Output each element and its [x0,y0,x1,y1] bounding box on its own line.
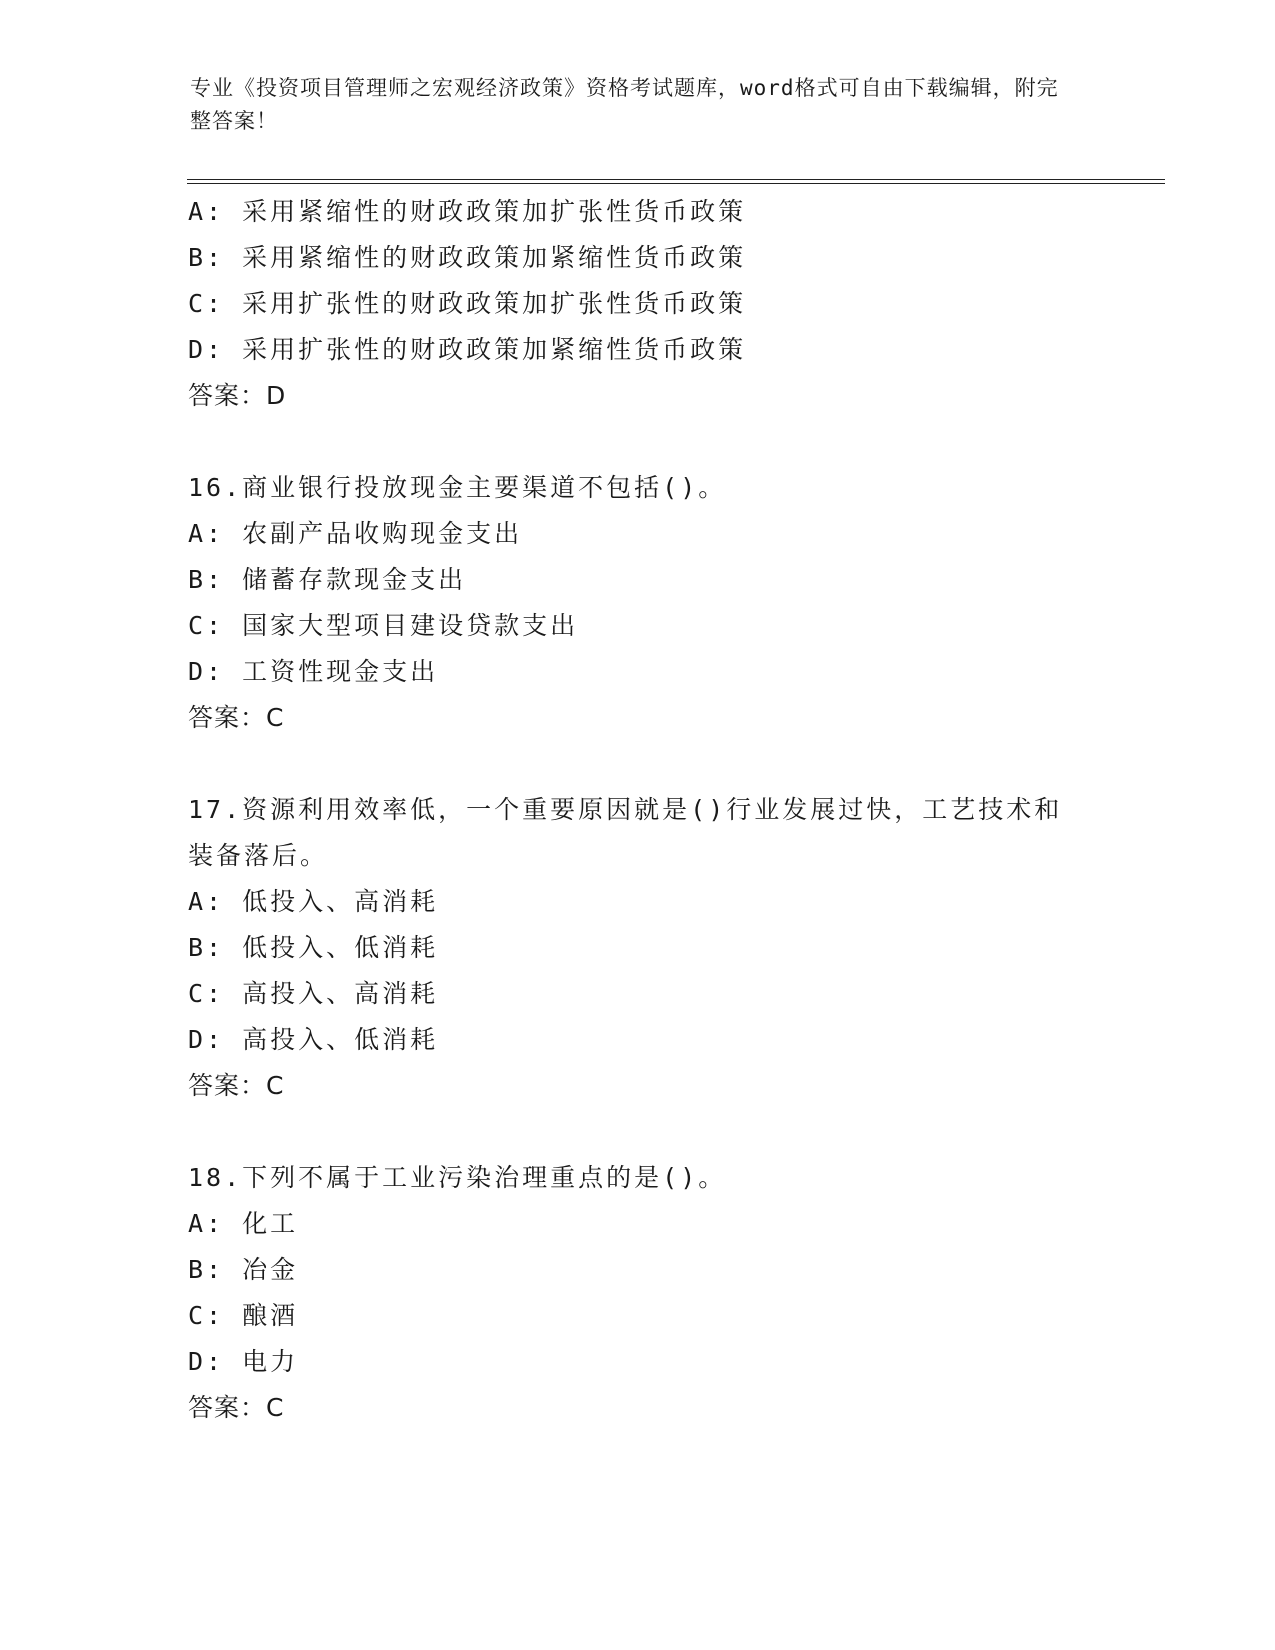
option-d: D: 工资性现金支出 [188,657,439,686]
question-18 [188,1155,1108,1431]
answer: 答案：C [188,1071,285,1100]
spacer [188,741,1108,787]
question-title: 16.商业银行投放现金主要渠道不包括()。 [188,473,727,502]
option-c: C: 采用扩张性的财政政策加扩张性货币政策 [188,289,747,318]
option-a: A: 低投入、高消耗 [188,887,439,916]
header-rule-top [187,179,1165,180]
option-a: A: 化工 [188,1209,299,1238]
option-b: B: 低投入、低消耗 [188,933,439,962]
option-d: D: 电力 [188,1347,299,1376]
option-b: B: 储蓄存款现金支出 [188,565,467,594]
option-a: A: 农副产品收购现金支出 [188,519,523,548]
answer: 答案：D [188,381,287,410]
question-list [188,189,1108,1431]
spacer [188,419,1108,465]
answer: 答案：C [188,1393,285,1422]
option-d: D: 采用扩张性的财政政策加紧缩性货币政策 [188,335,747,364]
option-c: C: 国家大型项目建设贷款支出 [188,611,579,640]
spacer [188,1109,1108,1155]
option-b: B: 采用紧缩性的财政政策加紧缩性货币政策 [188,243,747,272]
option-d: D: 高投入、低消耗 [188,1025,439,1054]
answer: 答案：C [188,703,285,732]
option-a: A: 采用紧缩性的财政政策加扩张性货币政策 [188,197,747,226]
option-c: C: 高投入、高消耗 [188,979,439,1008]
question-title: 17.资源利用效率低，一个重要原因就是()行业发展过快，工艺技术和装备落后。 [188,795,1063,870]
document-header: 专业《投资项目管理师之宏观经济政策》资格考试题库，word格式可自由下载编辑，附完整答案！ [190,76,1059,133]
option-b: B: 冶金 [188,1255,299,1284]
question-title: 18.下列不属于工业污染治理重点的是()。 [188,1163,727,1192]
header-rule-bottom [187,183,1165,184]
question-17 [188,787,1108,1109]
option-c: C: 酿酒 [188,1301,299,1330]
question-16 [188,465,1108,741]
question-15-continued [188,189,1108,419]
